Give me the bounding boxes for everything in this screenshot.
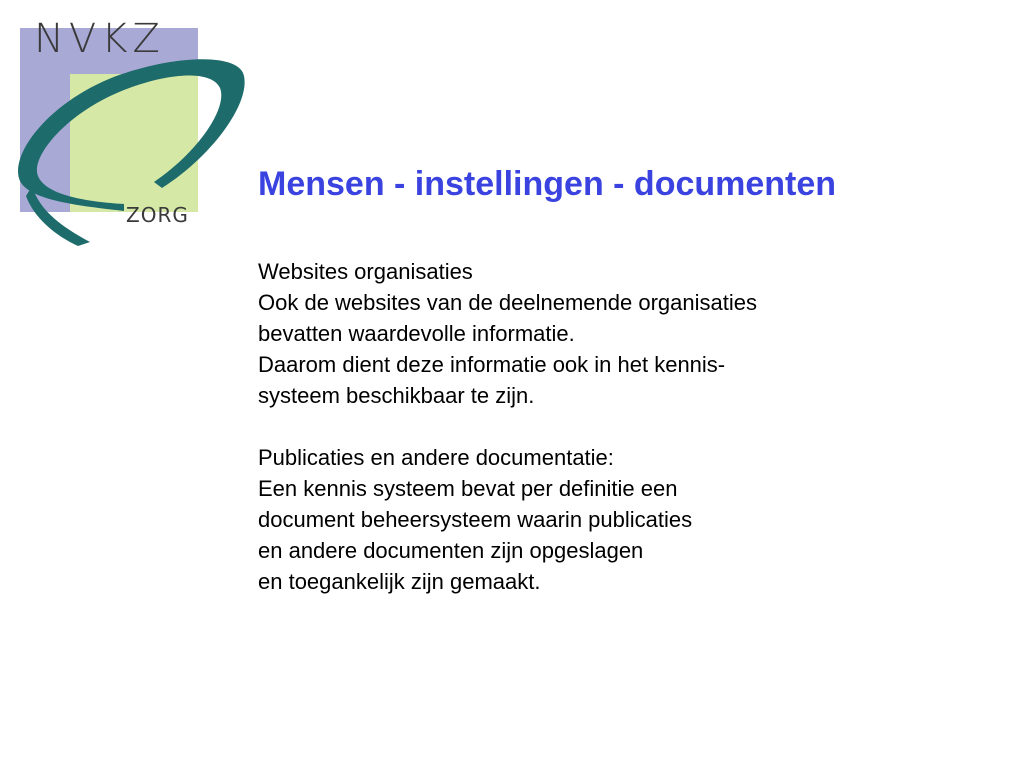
section-websites-line: bevatten waardevolle informatie.	[258, 321, 575, 346]
section-publicaties-line: en andere documenten zijn opgeslagen	[258, 538, 644, 563]
section-websites-line: systeem beschikbaar te zijn.	[258, 383, 535, 408]
section-websites	[258, 256, 998, 411]
slide-content	[258, 164, 998, 597]
section-publicaties-line: Een kennis systeem bevat per definitie een	[258, 476, 678, 501]
section-websites-line: Ook de websites van de deelnemende organisaties	[258, 290, 757, 315]
logo-graphic	[12, 6, 252, 251]
section-publicaties-heading: Publicaties en andere documentatie:	[258, 445, 614, 470]
section-publicaties-line: en toegankelijk zijn gemaakt.	[258, 569, 541, 594]
section-publicaties	[258, 442, 998, 597]
section-publicaties-line: document beheersysteem waarin publicaties	[258, 507, 693, 532]
section-websites-line: Daarom dient deze informatie ook in het kennis-	[258, 352, 726, 377]
logo-wordmark: NVKZ	[34, 16, 165, 62]
slide-title: Mensen - instellingen - documenten	[258, 165, 837, 203]
section-websites-heading: Websites organisaties	[258, 259, 473, 284]
logo-subtext: ZORG	[126, 203, 189, 227]
nvkz-zorg-logo	[12, 6, 252, 251]
